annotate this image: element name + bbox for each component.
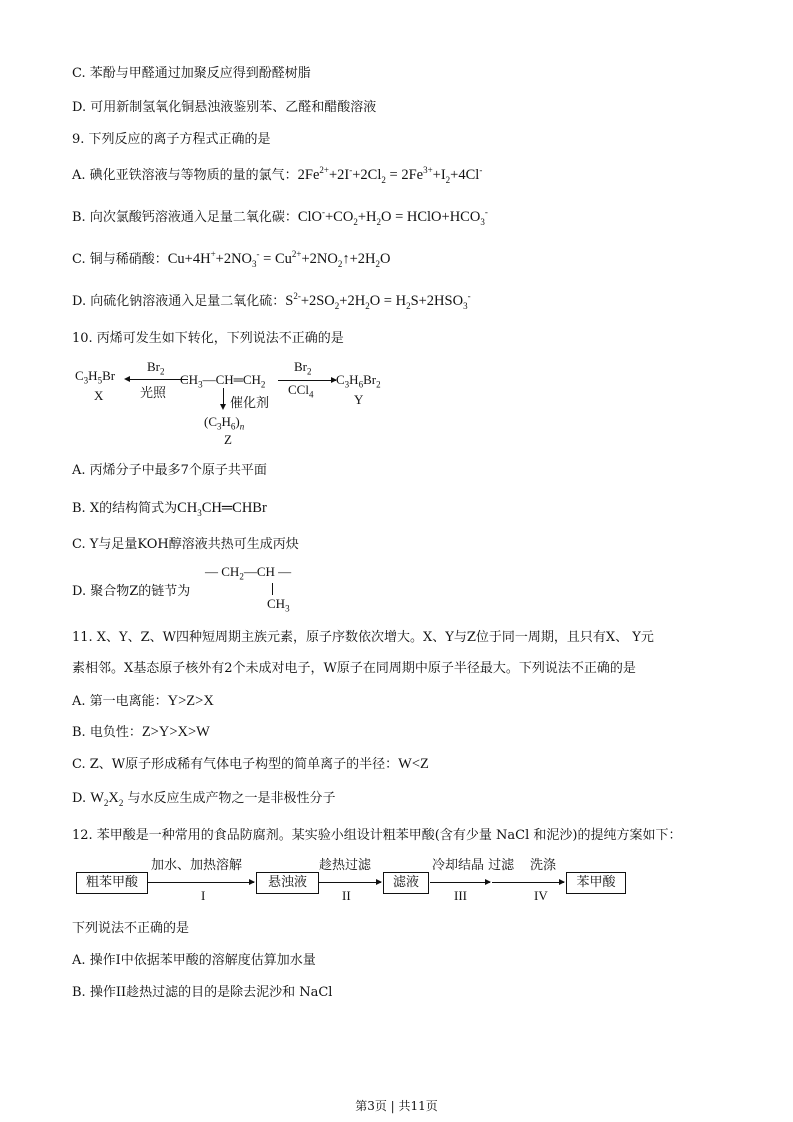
- product-y-formula: $C_3H_6Br_2$: [336, 372, 381, 390]
- flow-op-4: 洗涤: [530, 858, 557, 873]
- q9-option-b-equation: $ClO^-+CO_2+H_2O$ = $HClO+HCO_3^-$: [297, 207, 488, 227]
- product-y-label: Y: [354, 392, 364, 407]
- q11-option-d-formula: $W_2X_2$: [90, 790, 124, 808]
- q9-option-c: [72, 250, 390, 269]
- q9-option-d-equation: $S^{2-}+2SO_2+2H_2O = H_2S+2HSO_3^-$: [285, 291, 471, 311]
- product-x-label: X: [94, 388, 104, 403]
- q11-option-c-math: W<Z: [398, 756, 429, 772]
- right-arrow: [278, 380, 336, 381]
- q12-flowchart: [72, 852, 632, 904]
- left-arrowhead: [124, 376, 130, 382]
- q10-reaction-diagram: [72, 360, 402, 450]
- flow-arrow-1: [148, 882, 254, 883]
- right-reagent-br2: $Br_2$: [294, 359, 312, 377]
- q8-option-c: C. 苯酚与甲醛通过加聚反应得到酚醛树脂: [72, 66, 311, 81]
- chain-unit-bond: [272, 583, 273, 595]
- down-arrowhead: [220, 404, 226, 410]
- flow-op-1: 加水、加热溶解: [151, 858, 243, 873]
- q9-option-a-text: A. 碘化亚铁溶液与等物质的量的氯气：: [72, 168, 298, 183]
- q12-option-b: B. 操作II趁热过滤的目的是除去泥沙和 NaCl: [72, 985, 333, 1000]
- q9-option-b-text: B. 向次氯酸钙溶液通入足量二氧化碳：: [72, 210, 298, 225]
- flow-op-3: 冷却结晶 过滤: [432, 858, 515, 873]
- propene-formula: $CH_3—CH═CH_2$: [180, 372, 266, 390]
- q10-option-c: C. Y与足量KOH醇溶液共热可生成丙炔: [72, 537, 299, 552]
- q8-option-d: D. 可用新制氢氧化铜悬浊液鉴别苯、乙醛和醋酸溶液: [72, 100, 377, 115]
- flow-op-2: 趁热过滤: [319, 858, 372, 873]
- q10-option-d-text: D. 聚合物Z的链节为: [72, 584, 191, 599]
- q11-option-b: [72, 723, 210, 742]
- q12-option-a: A. 操作I中依据苯甲酸的溶解度估算加水量: [72, 953, 316, 968]
- q12-sub-stem: 下列说法不正确的是: [72, 921, 190, 936]
- q9-option-d-text: D. 向硫化钠溶液通入足量二氧化硫：: [72, 294, 286, 309]
- q10-option-b: [72, 499, 267, 518]
- q10-chain-unit: [205, 564, 315, 614]
- flow-box-suspension: 悬浊液: [256, 872, 319, 894]
- flow-box-crude-benzoic-acid: 粗苯甲酸: [76, 872, 148, 894]
- flow-step-4: IV: [534, 888, 548, 903]
- flow-arrow-4: [492, 882, 564, 883]
- flow-arrow-3: [430, 882, 490, 883]
- q10-option-a: A. 丙烯分子中最多7个原子共平面: [72, 463, 267, 478]
- left-reagent-condition: 光照: [140, 386, 167, 401]
- left-reagent-br2: $Br_2$: [147, 359, 165, 377]
- q10-stem: 10. 丙烯可发生如下转化，下列说法不正确的是: [72, 331, 344, 346]
- q9-option-a: [72, 166, 482, 185]
- q10-option-b-text: B. X的结构简式为: [72, 501, 178, 516]
- q11-option-d-prefix: D.: [72, 791, 91, 806]
- polymer-z-formula: $(C_3H_6)_n$: [204, 414, 245, 432]
- flow-step-2: II: [342, 888, 351, 903]
- q9-option-b: [72, 208, 488, 227]
- polymer-z-label: Z: [224, 432, 232, 447]
- left-arrow: [128, 379, 188, 380]
- q9-option-d: [72, 292, 471, 311]
- product-x-formula: $C_3H_5Br$: [75, 368, 116, 386]
- q11-option-c: [72, 755, 429, 774]
- q12-stem: 12. 苯甲酸是一种常用的食品防腐剂。某实验小组设计粗苯甲酸(含有少量 NaCl 和泥沙)的提纯方案如下：: [72, 828, 682, 843]
- q9-option-c-equation: $Cu+4H^++2NO_3^-$ = $Cu^{2+}+2NO_2↑+2H_2O$: [167, 249, 391, 269]
- q11-option-a-math: Y>Z>X: [167, 693, 214, 709]
- q11-option-a-text: A. 第一电离能：: [72, 694, 168, 709]
- q10-option-b-formula: $CH_3CH═CHBr$: [177, 500, 267, 518]
- q10-option-d: [72, 583, 190, 601]
- q9-option-c-text: C. 铜与稀硝酸：: [72, 252, 168, 267]
- flow-box-benzoic-acid: 苯甲酸: [566, 872, 626, 894]
- chain-unit-methyl: $CH_3$: [267, 596, 290, 614]
- q11-option-a: [72, 692, 214, 711]
- q11-option-d-text: 与水反应生成产物之一是非极性分子: [127, 791, 336, 806]
- q11-stem-line1: 11. X、Y、Z、W四种短周期主族元素，原子序数依次增大。X、Y与Z位于同一周期，且只有X、 Y元: [72, 630, 654, 645]
- q11-option-c-text: C. Z、W原子形成稀有气体电子构型的简单离子的半径：: [72, 757, 399, 772]
- right-reagent-ccl4: CCl$_4$: [288, 382, 314, 400]
- q11-option-b-math: Z>Y>X>W: [141, 724, 210, 740]
- flow-arrow-2: [319, 882, 381, 883]
- flow-step-1: I: [201, 888, 206, 903]
- flow-box-filtrate: 滤液: [383, 872, 429, 894]
- chain-unit-main: — $CH_2—CH$ —: [205, 564, 292, 582]
- q11-option-b-text: B. 电负性：: [72, 725, 142, 740]
- q11-option-d: [72, 789, 336, 808]
- flow-step-3: III: [454, 888, 467, 903]
- q11-stem-line2: 素相邻。X基态原子核外有2个未成对电子，W原子在同周期中原子半径最大。下列说法不正确的是: [72, 661, 636, 676]
- q9-option-a-equation: $2Fe^{2+}+2I^-+2Cl_2 = 2Fe^{3+}+I_2+4Cl^-$: [297, 165, 483, 185]
- page-footer: 第3页 | 共11页: [355, 1099, 438, 1113]
- q9-stem: 9. 下列反应的离子方程式正确的是: [72, 132, 271, 147]
- down-reagent-condition: 催化剂: [230, 396, 270, 411]
